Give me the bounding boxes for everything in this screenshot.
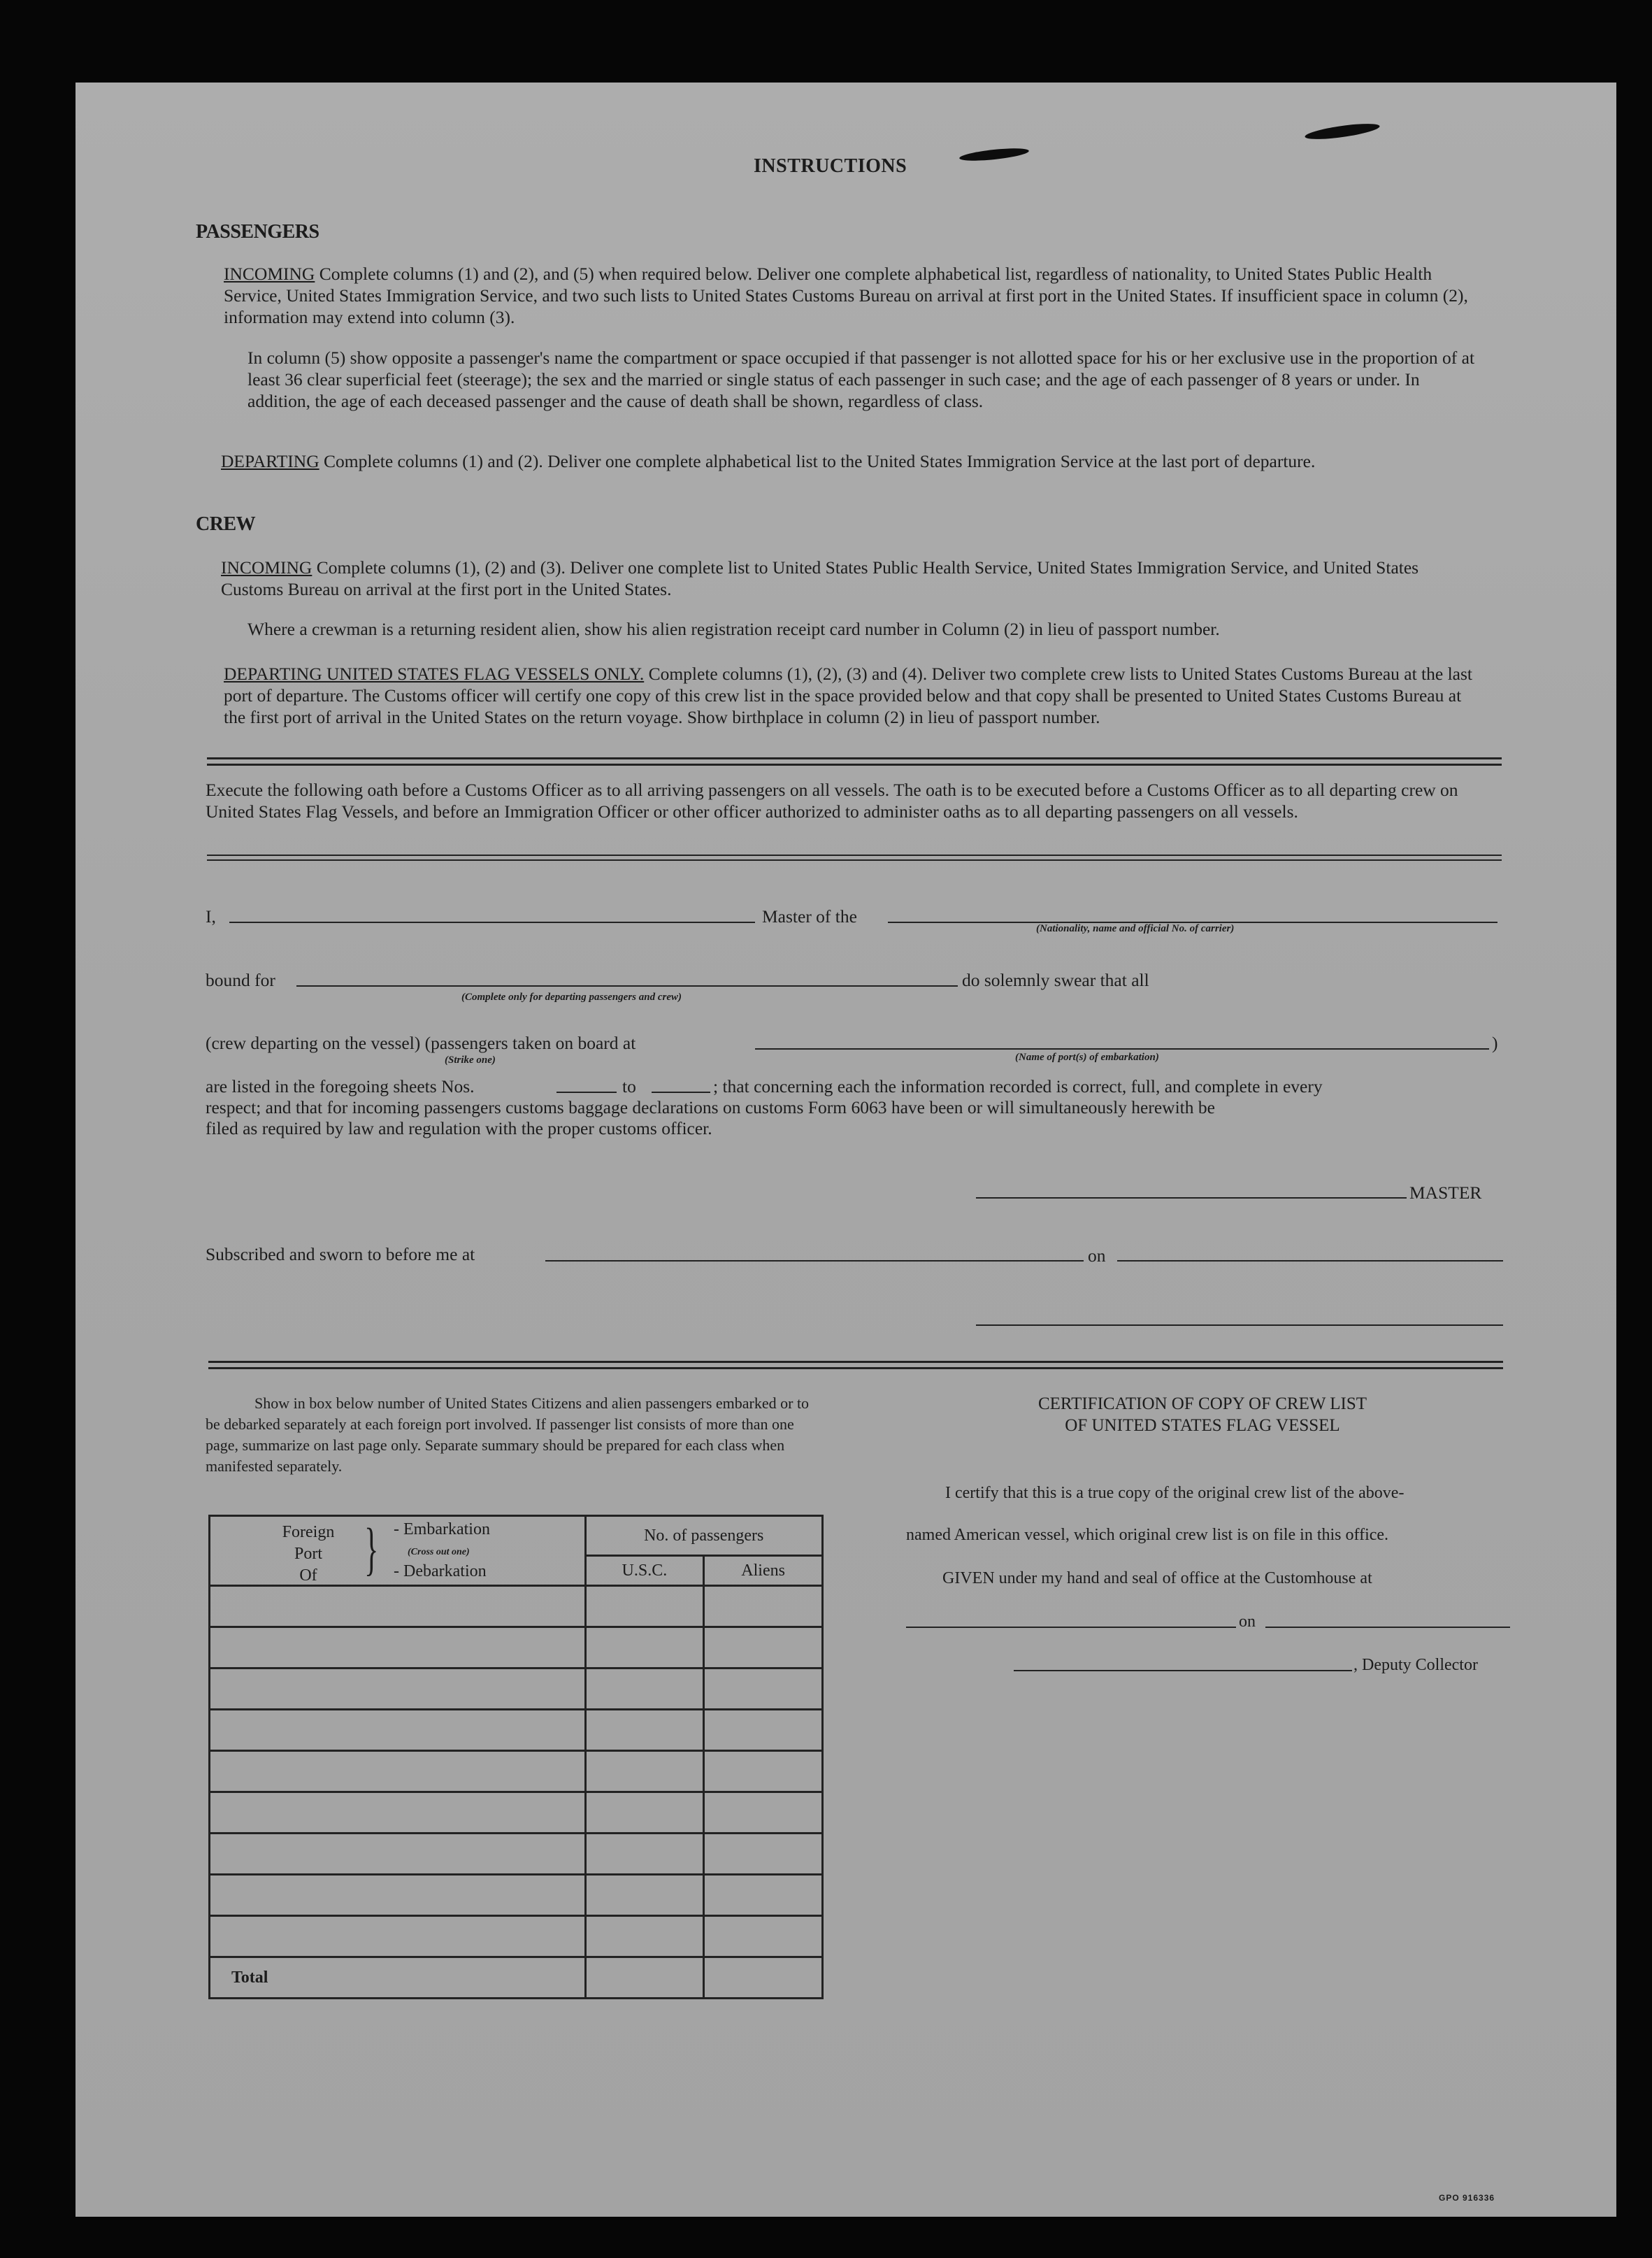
port-cell[interactable] bbox=[210, 1669, 586, 1710]
cross-out-hint: (Cross out one) bbox=[408, 1546, 470, 1557]
port-cell[interactable] bbox=[210, 1627, 586, 1669]
passengers-departing-paragraph bbox=[221, 450, 1472, 472]
total-row bbox=[210, 1957, 823, 1999]
sworn-on-date-field[interactable] bbox=[1117, 1260, 1503, 1262]
port-cell[interactable] bbox=[210, 1792, 586, 1834]
crew-departing-paragraph bbox=[224, 663, 1472, 728]
swear-text: do solemnly swear that all bbox=[962, 970, 1149, 990]
customhouse-field[interactable] bbox=[906, 1627, 1236, 1628]
oath-intro: Execute the following oath before a Customs Officer as to all arriving passengers on all vessels. The oath is to be executed before a Customs Officer as to all departing crew on United States Flag Vessels, and before an Immigration Officer or other officer authorized to administer oaths as to all departing passengers on all vessels. bbox=[206, 780, 1458, 822]
bound-for-label: bound for bbox=[206, 970, 275, 990]
port-header-cell bbox=[210, 1516, 586, 1586]
brace-icon: } bbox=[364, 1516, 379, 1582]
of-label: Of bbox=[299, 1566, 317, 1585]
sheet-to-field[interactable] bbox=[652, 1092, 710, 1093]
port-cell[interactable] bbox=[210, 1710, 586, 1751]
usc-cell[interactable] bbox=[585, 1669, 704, 1710]
passengers-departing-text: Complete columns (1) and (2). Deliver one complete alphabetical list to the United States Immigration Service at the last port of departure. bbox=[324, 451, 1316, 471]
footer-code: GPO 916336 bbox=[1439, 2193, 1495, 2203]
sworn-on-label: on bbox=[1088, 1245, 1106, 1266]
usc-cell[interactable] bbox=[585, 1751, 704, 1792]
aliens-cell[interactable] bbox=[704, 1916, 823, 1957]
table-row bbox=[210, 1751, 823, 1792]
aliens-cell[interactable] bbox=[704, 1875, 823, 1916]
summary-instructions: Show in box below number of United States Citizens and alien passengers embarked or to be debarked separately at each foreign port involved. If passenger list consists of more than one page, summarize on last page only. Separate summary should be prepared for each class when manifested separately. bbox=[206, 1394, 810, 1475]
port-cell[interactable] bbox=[210, 1916, 586, 1957]
port-label: Port bbox=[294, 1544, 322, 1563]
master-of-the-label: Master of the bbox=[762, 906, 857, 927]
certification-heading bbox=[902, 1393, 1503, 1436]
sworn-at-field[interactable] bbox=[545, 1260, 1084, 1262]
port-cell[interactable] bbox=[210, 1751, 586, 1792]
total-label: Total bbox=[210, 1957, 586, 1999]
usc-header: U.S.C. bbox=[585, 1556, 704, 1586]
table-row bbox=[210, 1916, 823, 1957]
oath-i-label: I, bbox=[206, 906, 216, 927]
section-divider bbox=[207, 757, 1502, 766]
listed-line-2: respect; and that for incoming passengers customs baggage declarations on customs Form 6063 have been or will simultaneously herewith be bbox=[206, 1097, 1215, 1117]
passengers-departing-label: DEPARTING bbox=[221, 451, 319, 471]
usc-cell[interactable] bbox=[585, 1834, 704, 1875]
certification-heading-line1: CERTIFICATION OF COPY OF CREW LIST bbox=[1037, 1394, 1367, 1413]
crew-resident-paragraph: Where a crewman is a returning resident alien, show his alien registration receipt card number in Column (2) in lieu of passport number. bbox=[247, 619, 1220, 639]
aliens-cell[interactable] bbox=[704, 1586, 823, 1627]
subscribed-label: Subscribed and sworn to before me at bbox=[206, 1244, 475, 1264]
table-row bbox=[210, 1834, 823, 1875]
listed-prefix: are listed in the foregoing sheets Nos. bbox=[206, 1076, 475, 1096]
master-name-field[interactable] bbox=[229, 922, 755, 923]
embarkation-label: - Embarkation bbox=[394, 1520, 490, 1538]
usc-cell[interactable] bbox=[585, 1627, 704, 1669]
bound-for-field[interactable] bbox=[296, 985, 958, 987]
crew-departing-text: (crew departing on the vessel) (passengers taken on board at bbox=[206, 1033, 636, 1053]
table-row bbox=[210, 1627, 823, 1669]
total-aliens-cell[interactable] bbox=[704, 1957, 823, 1999]
certification-heading-line2: OF UNITED STATES FLAG VESSEL bbox=[1065, 1416, 1340, 1435]
passengers-heading: PASSENGERS bbox=[196, 221, 319, 243]
aliens-cell[interactable] bbox=[704, 1627, 823, 1669]
crew-incoming-paragraph bbox=[221, 557, 1472, 600]
table-row bbox=[210, 1710, 823, 1751]
aliens-cell[interactable] bbox=[704, 1792, 823, 1834]
certification-line2: named American vessel, which original crew list is on file in this office. bbox=[906, 1526, 1389, 1544]
certification-on-label: on bbox=[1239, 1613, 1256, 1631]
usc-cell[interactable] bbox=[585, 1875, 704, 1916]
sheet-from-field[interactable] bbox=[556, 1092, 617, 1093]
to-label: to bbox=[622, 1076, 636, 1096]
page-title: INSTRUCTIONS bbox=[754, 155, 907, 177]
aliens-header: Aliens bbox=[704, 1556, 823, 1586]
close-paren: ) bbox=[1492, 1033, 1498, 1053]
passengers-column5-paragraph: In column (5) show opposite a passenger's name the compartment or space occupied if that passenger is not allotted space for his or her exclusive use in the proportion of at least 36 clear superficial feet (steerage); the sex and the married or single status of each passenger in such case; and the age of each passenger of 8 years or under. In addition, the age of each deceased passenger and the cause of death shall be shown, regardless of class. bbox=[247, 348, 1475, 411]
crew-departing-text: Complete columns (1), (2), (3) and (4). Deliver two complete crew lists to United States Customs Bureau at the last port of departure. The Customs officer will certify one copy of this crew list in the space provided below and that copy shall be presented to United States Customs Bureau at the first port of arrival in the United States on the return voyage. Show birthplace in column (2) in lieu of passport number. bbox=[224, 664, 1472, 727]
table-row bbox=[210, 1875, 823, 1916]
table-row bbox=[210, 1586, 823, 1627]
usc-cell[interactable] bbox=[585, 1916, 704, 1957]
officer-signature-field[interactable] bbox=[976, 1324, 1503, 1326]
usc-cell[interactable] bbox=[585, 1710, 704, 1751]
passengers-incoming-paragraph bbox=[224, 263, 1475, 328]
certification-line3: GIVEN under my hand and seal of office at the Customhouse at bbox=[942, 1569, 1372, 1587]
crew-incoming-text: Complete columns (1), (2) and (3). Deliver one complete list to United States Public Health Service, United States Immigration Service, and United States Customs Bureau on arrival at the first port in the United States. bbox=[221, 557, 1419, 599]
deputy-collector-label: , Deputy Collector bbox=[1353, 1656, 1478, 1674]
no-of-passengers-header: No. of passengers bbox=[585, 1516, 823, 1556]
passenger-summary-table bbox=[208, 1515, 824, 1999]
certification-line1: I certify that this is a true copy of the original crew list of the above- bbox=[945, 1484, 1405, 1502]
port-cell[interactable] bbox=[210, 1875, 586, 1916]
crew-heading: CREW bbox=[196, 513, 256, 535]
passengers-incoming-text: Complete columns (1) and (2), and (5) when required below. Deliver one complete alphabetical list, regardless of nationality, to United States Public Health Service, United States Immigration Service, and two such lists to United States Customs Bureau on arrival at first port in the United States. If insufficient space in column (2), information may extend into column (3). bbox=[224, 264, 1468, 327]
certification-date-field[interactable] bbox=[1265, 1627, 1510, 1628]
usc-cell[interactable] bbox=[585, 1792, 704, 1834]
bound-for-hint: (Complete only for departing passengers and crew) bbox=[461, 992, 682, 1003]
strike-one-hint: (Strike one) bbox=[445, 1055, 496, 1066]
table-row bbox=[210, 1792, 823, 1834]
passengers-incoming-label: INCOMING bbox=[224, 264, 315, 284]
master-signature-field[interactable] bbox=[976, 1197, 1407, 1199]
usc-cell[interactable] bbox=[585, 1586, 704, 1627]
listed-suffix: ; that concerning each the information recorded is correct, full, and complete in every bbox=[713, 1076, 1323, 1096]
port-cell[interactable] bbox=[210, 1586, 586, 1627]
master-label: MASTER bbox=[1409, 1182, 1482, 1203]
deputy-signature-field[interactable] bbox=[1014, 1670, 1352, 1671]
table-row bbox=[210, 1669, 823, 1710]
aliens-cell[interactable] bbox=[704, 1669, 823, 1710]
section-divider bbox=[207, 855, 1502, 861]
carrier-hint: (Nationality, name and official No. of carrier) bbox=[1036, 923, 1235, 934]
aliens-cell[interactable] bbox=[704, 1834, 823, 1875]
ports-hint: (Name of port(s) of embarkation) bbox=[1015, 1052, 1159, 1063]
debarkation-label: - Debarkation bbox=[394, 1562, 487, 1580]
aliens-cell[interactable] bbox=[704, 1710, 823, 1751]
foreign-label: Foreign bbox=[282, 1522, 335, 1541]
total-usc-cell[interactable] bbox=[585, 1957, 704, 1999]
aliens-cell[interactable] bbox=[704, 1751, 823, 1792]
crew-incoming-label: INCOMING bbox=[221, 557, 313, 578]
listed-line-3: filed as required by law and regulation with the proper customs officer. bbox=[206, 1118, 712, 1138]
crew-departing-label: DEPARTING UNITED STATES FLAG VESSELS ONLY. bbox=[224, 664, 645, 684]
ports-of-embarkation-field[interactable] bbox=[755, 1048, 1489, 1050]
section-divider bbox=[208, 1361, 1503, 1369]
port-cell[interactable] bbox=[210, 1834, 586, 1875]
